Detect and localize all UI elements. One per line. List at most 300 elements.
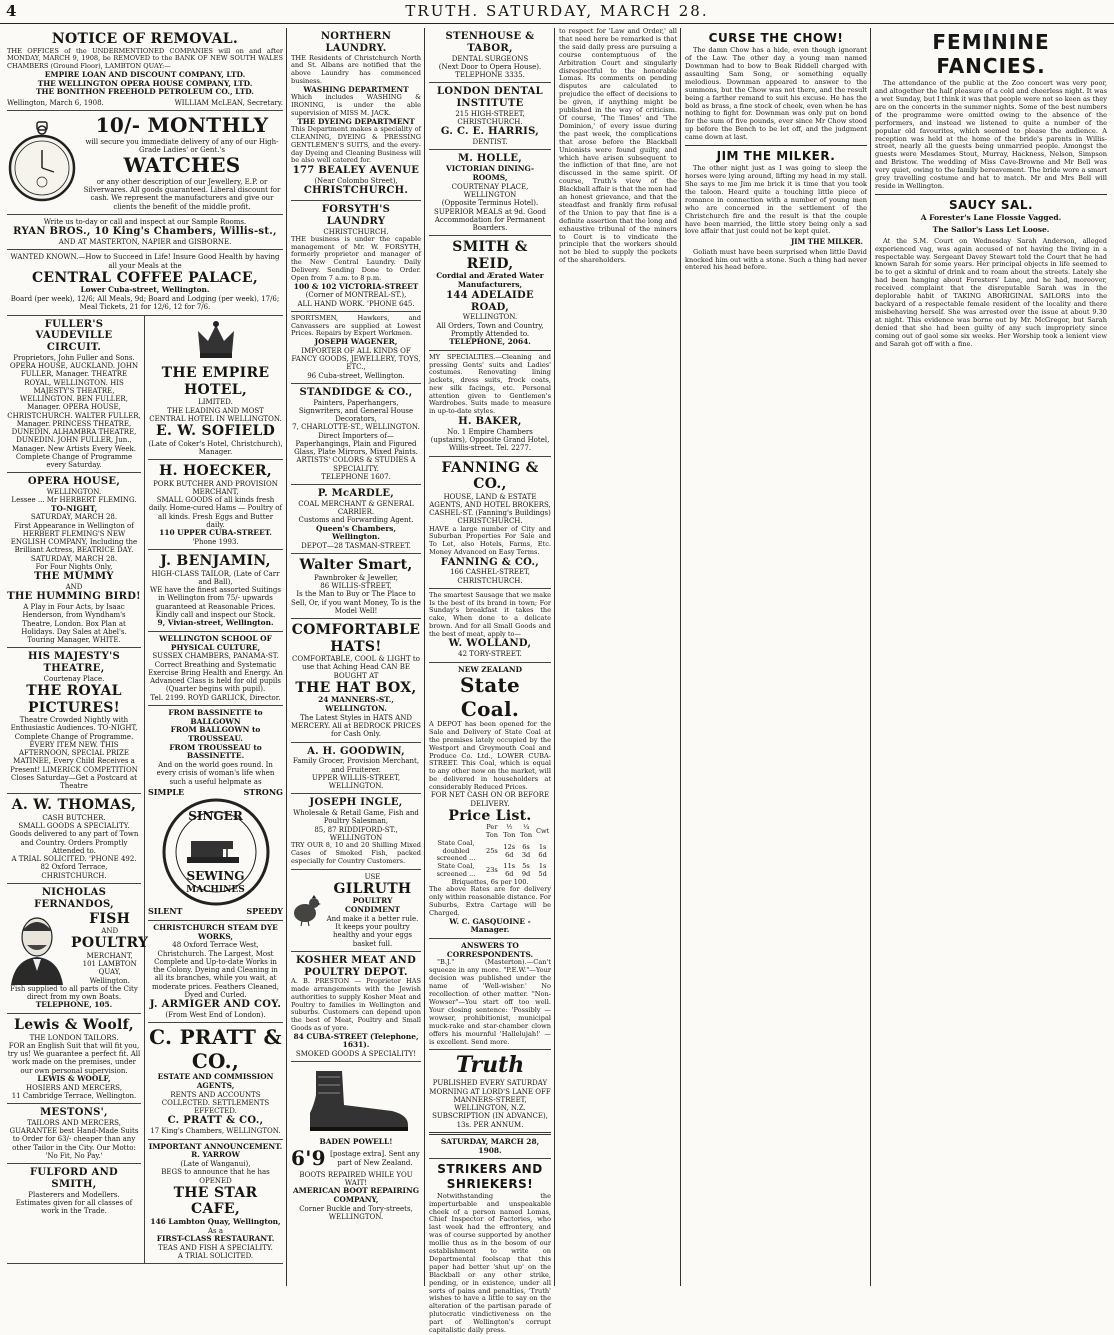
hatbox-heading: COMFORTABLE HATS! — [291, 622, 421, 655]
opera-date2: SATURDAY, MARCH 28. — [30, 554, 118, 563]
ryan-firm: RYAN BROS., 10 King's Chambers, Willis-st., — [13, 226, 277, 238]
stenhouse-phone: TELEPHONE 3335. — [455, 71, 525, 80]
newspaper-title: TRUTH. SATURDAY, MARCH 28. — [405, 2, 709, 20]
star-first: FIRST-CLASS RESTAURANT. — [156, 1233, 275, 1243]
coffee-address: Lower Cuba-street, Wellington. — [80, 285, 210, 295]
nicholas-trade4: MERCHANT, — [86, 951, 133, 960]
nicholas-name: NICHOLAS FERNANDOS, — [34, 886, 114, 910]
boot-ad — [291, 1062, 421, 1224]
lewis-firm: LEWIS & WOOLF, — [37, 1073, 111, 1083]
nicholas-trade2: AND — [101, 927, 119, 936]
correspondents-heading: ANSWERS TO CORRESPONDENTS. — [446, 941, 534, 959]
northern-dept1: WASHING DEPARTMENT — [303, 84, 409, 94]
dyeworks-body: 48 Oxford Terrace West, Christchurch. The Largest, Most Complete and Up-to-date Works in the Colony. Dyeing and Cleaning in all its branches, while you wait, at moderate prices. Feathers Cleaned, Dyed and Curled. — [151, 941, 280, 999]
london-dental-ad — [429, 83, 551, 150]
coffee-palace-ad — [7, 250, 283, 315]
northern-city: CHRISTCHURCH. — [303, 185, 409, 197]
coal-heading1: NEW ZEALAND — [457, 664, 523, 674]
price-cell: State Coal, screened ... — [436, 862, 476, 878]
smith-reid-sub: Cordial and Ærated Water Manufacturers, — [436, 271, 544, 290]
stenhouse-sub2: (Next Door to Opera House). — [438, 62, 542, 71]
singer-top-right: STRONG — [243, 786, 283, 797]
physical-heading: WELLINGTON SCHOOL OF PHYSICAL CULTURE, — [159, 633, 272, 652]
nicholas-city: Wellington. — [89, 976, 130, 985]
goodwin-ad — [291, 743, 421, 795]
opera-tonight: TO-NIGHT, — [50, 503, 98, 513]
column-rule — [680, 28, 681, 1286]
singer-word1: SINGER — [188, 809, 243, 824]
smart-sub: Pawnbroker & Jeweller, — [313, 573, 399, 582]
singer-bottom-left: SILENT — [148, 906, 183, 917]
gilruth-name: GILRUTH — [333, 880, 412, 897]
mcardle-address: Queen's Chambers, Wellington. — [316, 523, 396, 542]
feminine-body: The attendance of the public at the Zoo concert was very poor, and altogether the half pleasure of a cold and cheerless night. It was a wet Sunday, but I think it was that people were not so keen as they are on the concerts in the summer nights. Some of the best numbers of the programme were omitted owing to the absence of the performers, and instead we listened to quite a number of the popular old favourites, which seemed to please the audience. A reception was held at the home of the bride's parents in Willis-street, nearly all the guests being unmarried people. Amongst the guests were Mesdames Stout, Murray, Hackness, Nelson, Simpson and Bristow. The wedding of Miss Cave-Browne and Mr Bell was very quiet, owing to the family bereavement. The bride wore a smart grey travelling costume and hat to match. Mr and Mrs Bell will reside in Wellington. — [875, 79, 1107, 190]
milker-article — [685, 149, 867, 272]
boot-firm: AMERICAN BOOT REPAIRING COMPANY, — [292, 1186, 420, 1204]
mestons-ad — [7, 1104, 141, 1164]
physical-ad — [148, 632, 283, 706]
ingle-body: TRY OUR 8, 10 and 20 Shilling Mixed Cases of Smoked Fish, packed especially for Country Customers. — [291, 841, 421, 865]
fanning-sub: HOUSE, LAND & ESTATE AGENTS, AND HOTEL BROKERS, — [429, 492, 551, 509]
portrait-icon — [7, 911, 67, 985]
forsyth-address: 100 & 102 VICTORIA-STREET — [293, 281, 419, 291]
stenhouse-ad — [429, 28, 551, 83]
fulford-heading: FULFORD AND SMITH, — [30, 1167, 118, 1190]
mestons-body: GUARANTEE best Hand-Made Suits to Order for 63/- cheaper than any other Tailor in the City. Our Motto: 'No Fit, No Pay.' — [9, 1127, 139, 1160]
opera-show2: THE HUMMING BIRD! — [7, 591, 141, 603]
empire-hotel-ad — [148, 316, 283, 461]
star-trial: A TRIAL SOLICITED. — [177, 1251, 254, 1260]
singer-bottom-right: SPEEDY — [246, 906, 283, 917]
benjamin-address: 9, Vivian-street, Wellington. — [157, 618, 274, 628]
pratt-sub: ESTATE AND COMMISSION AGENTS, — [157, 1072, 274, 1090]
nicholas-trade3: POULTRY — [71, 935, 149, 952]
london-dental-name: G. C. E. HARRIS, — [440, 126, 540, 138]
price-cell: State Coal, doubled screened ... — [436, 838, 476, 863]
nicholas-address: 101 LAMBTON QUAY, — [82, 960, 137, 977]
standidge-ad — [291, 384, 421, 485]
coal-note: The above Rates are for delivery only within reasonable distance. For Suburbs, Extra Cartage will be Charged. — [429, 885, 551, 917]
stenhouse-heading: STENHOUSE & TABOR, — [445, 31, 535, 54]
watches-lead: will secure you immediate delivery of any of our High-Grade Ladies' or Gent.'s — [85, 137, 279, 155]
lewis-ad — [7, 1014, 141, 1104]
majestys-show: THE ROYAL PICTURES! — [26, 683, 122, 716]
bassinette-line3: FROM TROUSSEAU to BASSINETTE. — [169, 742, 262, 761]
singer-ad — [148, 706, 283, 921]
fanning-body: HAVE a large number of City and Suburban Properties For Sale and To Let, also Hotels, Farms, Etc. Money Advanced on Easy Terms. — [429, 524, 551, 556]
northern-dept1-body: Which includes WASHING & IRONING, is under the able supervision of MISS M. JACK. — [291, 93, 421, 117]
saucy-article — [875, 198, 1107, 349]
coal-manager: W. C. GASQUOINE - Manager. — [449, 916, 531, 935]
price-cell: 25s — [486, 846, 498, 855]
coffee-heading: CENTRAL COFFEE PALACE, — [31, 269, 259, 286]
fanning-heading: FANNING & CO., — [441, 459, 539, 493]
price-col-head: Per Ton — [485, 823, 498, 840]
wolland-address: 42 TORY-STREET. — [458, 650, 522, 659]
column-2 — [288, 28, 424, 1290]
standidge-phone: TELEPHONE 1607. — [321, 472, 391, 481]
opera-and: AND — [65, 582, 83, 591]
fulford-body: Estimates given for all classes of work in the Trade. — [15, 1198, 133, 1216]
star-name-sub: (Late of Wanganui), — [180, 1160, 251, 1168]
column-4 — [556, 28, 680, 1290]
northern-dept2-body: This Department makes a speciality of CLEANING, DYEING & PRESSING GENTLEMEN'S SUITS, and the every-day Dyeing and Cleaning Business will be also well catered for. — [291, 125, 421, 165]
saucy-sub2: The Sailor's Lass Let Loose. — [932, 224, 1050, 234]
milker-body: The other night just as I was going to sleep the horses were lying around, lifting my head in my stall. She says to me Jim me brick it is time that you took the taloon. Heard quite a touching little piece of romance in connection with a number of young men who are concerned in the settlement of the Christchurch fire and the result is that the couple have been married, the little story being only a sad love affair that just could not be kept quiet. — [685, 164, 867, 236]
ingle-sub: Wholesale & Retail Game, Fish and Poultry Salesman, — [293, 809, 419, 826]
watches-price: 10/- MONTHLY — [95, 113, 269, 138]
wagener-sub: IMPORTER OF ALL KINDS OF FANCY GOODS, JEWELLERY, TOYS, ETC., — [291, 346, 421, 372]
forsyth-address-sub: (Corner of MONTREAL-ST.), — [305, 291, 407, 300]
lewis-address: 11 Cambridge Terrace, Wellington. — [11, 1091, 137, 1100]
majestys-body: Theatre Crowded Nightly with Enthusiastic Audiences. TO-NIGHT, Complete Change of Programme. EVERY ITEM NEW. THIS AFTERNOON, SPECIAL PRIZE MATINEE, Every Child Receives a Present! LIMERICK COMPETITION Closes Saturday—Get a Postcard at Theatre — [10, 716, 138, 791]
smart-heading: Walter Smart, — [299, 557, 413, 574]
ingle-address: 85, 87 RIDDIFORD-ST., WELLINGTON — [314, 825, 398, 842]
majestys-heading: HIS MAJESTY'S THEATRE, — [28, 651, 120, 675]
opera-lessee: Lessee ... Mr HERBERT FLEMING. — [11, 496, 137, 505]
column-rule — [286, 28, 287, 1286]
column-rule — [554, 28, 555, 1286]
hoecker-ad — [148, 460, 283, 550]
wolland-ad — [429, 589, 551, 663]
column-3 — [426, 28, 554, 1335]
table-row — [429, 840, 551, 863]
smith-reid-address: 144 ADELAIDE ROAD, — [446, 289, 534, 313]
removal-body: THE OFFICES of the UNDERMENTIONED COMPANIES will on and after MONDAY, MARCH 9, 1908, be REMOVED to the BANK OF NEW SOUTH WALES CHAMBERS (Ground Floor), LAMBTON QUAY:— — [7, 46, 283, 71]
star-address: 146 Lambton Quay, Wellington, — [150, 1216, 281, 1226]
forsyth-ad — [291, 201, 421, 312]
price-cell: 23s — [486, 866, 498, 875]
page-number: 4 — [6, 2, 17, 20]
watches-heading: WATCHES — [123, 153, 241, 178]
price-cell: 12s 6d — [503, 842, 516, 859]
price-cell: 6s 3d — [521, 842, 531, 859]
milker-tail: Goliath must have been surprised when little David knocked him out with a stone. Such a thing had never entered his head before. — [685, 247, 867, 272]
holle-address: COURTENAY PLACE, WELLINGTON — [451, 182, 529, 199]
opera-agent: Touring Manager, WHITE. — [27, 636, 121, 645]
physical-address: SUSSEX CHAMBERS, PANAMA-ST. — [152, 652, 279, 661]
star-cafe: THE STAR CAFE, — [173, 1184, 258, 1218]
standidge-heading: STANDIDGE & CO., — [299, 386, 413, 398]
hatbox-address: 24 MANNERS-ST., WELLINGTON. — [318, 695, 394, 714]
smith-reid-body: All Orders, Town and Country, Promptly Attended to. — [436, 321, 544, 338]
column-1 — [4, 28, 286, 1290]
truth-notice-body: PUBLISHED EVERY SATURDAY MORNING AT LORD'S LANE OFF MANNERS-STREET, WELLINGTON, N.Z. SUBSCRIPTION (IN ADVANCE), 13s. PER ANNUM. — [429, 1079, 551, 1129]
gilruth-top: USE — [364, 872, 381, 881]
mcardle-body: Customs and Forwarding Agent. — [298, 516, 414, 525]
bassinette-body: And on the world goes round. In every crisis of woman's life when such a useful helpmate as — [156, 761, 275, 786]
kosher-body: A. B. PRESTON — Proprietor HAS made arrangements with the Jewish authorities to supply Kosher Meat and Poultry to families in Wellington and suburbs. Customers can depend upon the best of Meat, Poultry and Small Goods as of yore. — [291, 977, 421, 1032]
star-heading: IMPORTANT ANNOUNCEMENT. — [148, 1141, 283, 1151]
truth-script-title: Truth — [455, 1052, 525, 1079]
holle-heading: M. HOLLE, — [457, 153, 523, 165]
lewis-heading: Lewis & Woolf, — [14, 1017, 134, 1034]
opera-show1: THE MUMMY — [34, 571, 114, 583]
empire-sub: LIMITED. — [198, 398, 233, 407]
watches-body: or any other description of our Jewellery, E.P. or Silverwares. All goods guaranteed. Liberal discount for cash. We represent the manufacturers and give our clients the benefit of the middle profit. — [83, 177, 281, 211]
ryan-sub: AND AT MASTERTON, NAPIER and GISBORNE. — [58, 238, 232, 246]
opera-body: First Appearance in Wellington of HERBERT FLEMING'S NEW ENGLISH COMPANY, Including the Brilliant Actress, BEATRICE DAY. — [10, 521, 138, 555]
thomas-ad — [7, 794, 141, 884]
dyeworks-firm-sub: (From West End of London). — [165, 1010, 266, 1019]
coffee-rates: Board (per week), 12/6; All Meals, 9d; Board and Lodging (per week), 17/6; Meal Tickets, 21 for 12/6, 12 for 7/6. — [10, 295, 280, 312]
correspondents-section — [429, 939, 551, 1050]
holle-sub: VICTORIAN DINING-ROOMS, — [445, 164, 535, 183]
price-cell: 11s 6d — [503, 862, 516, 878]
smith-reid-city: WELLINGTON. — [462, 313, 518, 322]
coal-price-heading: Price List. — [448, 807, 532, 824]
strikers-continued: to respect for 'Law and Order,' all that need here be remarked is that the said daily press are pursuing a course contemptuous of the Arbitration Court and singularly disrespectful to the honorable Lomas. Its comments on pending disputes are calculated to prejudice the effect of decisions to be given, if anything might be published in the way of criticism. Of course, 'The Times' and 'The Dominion,' of every issue during the past week, the complications that arose before the Blackball Unionists were found guilty, and which have arisen subsequent to the infliction of that fine, are not discussed in the same spirit. Of course, Truth's view of the Blackball affair is that the men had an honest grievance, and that the steadfast and frankly firm refusal of the Union to pay that fine is a definite assertion that the long and exhaustive tribunal of the miners to Court is to vindicate the principle that the workers should not be bled to supply the pockets of the shareholders. — [559, 27, 677, 265]
benjamin-heading: J. BENJAMIN, — [160, 553, 271, 570]
smith-reid-heading: SMITH & REID, — [452, 239, 528, 272]
star-name: R. YARROW — [191, 1150, 240, 1160]
forsyth-heading: FORSYTH'S LAUNDRY — [321, 204, 391, 227]
opera-sub: WELLINGTON. — [46, 488, 102, 497]
fanning-ad — [429, 457, 551, 589]
standidge-address: 7, CHARLOTTE-ST., WELLINGTON. — [292, 423, 420, 432]
hoecker-phone: 'Phone 1993. — [192, 537, 239, 546]
opera-date1: SATURDAY, MARCH 28. — [30, 513, 118, 522]
baker-name: H. BAKER, — [458, 415, 522, 427]
pocket-watch-icon — [7, 120, 77, 206]
fulford-ad — [7, 1164, 141, 1218]
removal-heading: NOTICE OF REMOVAL. — [51, 31, 239, 47]
nicholas-trade1: FISH — [89, 910, 131, 927]
benjamin-sub: HIGH-CLASS TAILOR, (Late of Carr and Ball), — [151, 569, 280, 586]
thomas-trial: A TRIAL SOLICITED. 'PHONE 492. — [11, 855, 137, 864]
opera-house-ad — [7, 473, 141, 648]
price-col-head: ½ Ton — [503, 823, 516, 840]
boot-body: [postage extra]. Sent any part of New Zealand. — [330, 1150, 420, 1167]
dyeworks-firm: J. ARMIGER AND COY. — [149, 999, 282, 1011]
removal-notice — [7, 28, 283, 111]
ryan-bros — [7, 215, 283, 250]
ingle-heading: JOSEPH INGLE, — [309, 797, 403, 809]
singer-word2: SEWING — [186, 869, 245, 884]
thomas-heading: A. W. THOMAS, — [11, 797, 137, 814]
nicholas-body: Fish supplied to all parts of the City direct from my own Boats. — [10, 984, 138, 1002]
smith-reid-phone: TELEPHONE, 2064. — [449, 337, 531, 347]
saucy-heading: SAUCY SAL. — [948, 197, 1034, 212]
wolland-name: W. WOLLAND, — [448, 638, 532, 650]
removal-date: Wellington, March 6, 1908. — [7, 99, 104, 108]
majestys-ad — [7, 648, 141, 794]
hoecker-heading: H. HOECKER, — [159, 463, 272, 480]
baker-address: No. 1 Empire Chambers (upstairs), Opposite Grand Hotel, Willis-street. Tel. 2277. — [430, 427, 550, 453]
table-row — [429, 863, 551, 879]
kosher-heading: KOSHER MEAT AND POULTRY DEPOT. — [295, 954, 417, 978]
hatbox-tail: The Latest Styles in HATS AND MERCERY. All at BEDROCK PRICES for Cash Only. — [291, 713, 421, 739]
hatbox-name: THE HAT BOX, — [295, 679, 417, 696]
coffee-lead: WANTED KNOWN.—How to Succeed in Life! Insure Good Health by having all your Meals at the — [10, 253, 280, 270]
company-1: EMPIRE LOAN AND DISCOUNT COMPANY, LTD. — [44, 69, 246, 79]
hoecker-sub: PORK BUTCHER AND PROVISION MERCHANT, — [153, 479, 278, 496]
strikers-body: Notwithstanding the imperturbable and unspeakable cheek of a person named Lomas, Chief Inspector of Factories, who last week had the effrontery, and was of course supported by another mollie thus as in the bosom of our establishment to write on Departmental foolscap that this paper had better 'shut up' on the Blackball or any other strike, pending, or in existence, under all sorts of pains and penalties, 'Truth' wishes to have a little to say on the alteration of the partisan parade of plutocratic vindictiveness on the part of Wellington's corrupt capitalistic daily press. — [429, 1191, 551, 1335]
forsyth-tail: ALL HAND WORK. 'PHONE 645. — [297, 299, 415, 308]
wagener-name: JOSEPH WAGENER, — [314, 337, 398, 347]
fanning-address2: 166 CASHEL-STREET, CHRISTCHURCH. — [450, 568, 530, 585]
mestons-heading: MESTONS', — [40, 1107, 108, 1119]
watches-ad — [7, 111, 283, 215]
price-cell: 1s 6d — [538, 842, 547, 859]
fullers-ad — [7, 316, 141, 474]
column-rule — [870, 28, 871, 1286]
northern-dept2: THE DYEING DEPARTMENT — [297, 116, 415, 126]
lewis-body: FOR an English Suit that will fit you, try us! We guarantee a perfect fit. All work made on the premises, under our own personal supervision. — [7, 1041, 141, 1075]
bassinette-line1: FROM BASSINETTE to BALLGOWN — [168, 707, 263, 726]
chow-heading: CURSE THE CHOW! — [708, 31, 844, 45]
crown-icon — [194, 319, 238, 363]
holle-ad — [429, 150, 551, 236]
saucy-sub: A Forester's Lane Flossie Vagged. — [920, 213, 1062, 223]
milker-signature: JIM THE MILKER. — [791, 237, 863, 247]
thomas-body: SMALL GOODS A SPECIALITY. Goods delivered to any part of Town and Country. Orders Promptly Attended to. — [9, 822, 139, 855]
coal-body: A DEPOT has been opened for the Sale and Delivery of State Coal at the premises lately occupied by the Westport and Greymouth Coal and Produce Co. Ltd., LOWER CUBA-STREET. This Coal, which is equal to any other now on the market, will be delivered in householders at considerably Reduced Prices. — [429, 720, 551, 791]
correspondents-body: "B.J." (Masterton).—Can't squeeze in any more. "P.E.W."—Your decision was published under the name of 'Well-wisher.' No recollection of other matter. "Non-Wowser"—You start off too well. Your closing sentence: 'Possibly — wowser, prohibitionist, municipal muck-rake and star-chamber clown offers his mournful 'Hallelujah!' — is excellent. Send more. — [429, 958, 551, 1046]
watches-footer: Write us to-day or call and inspect at our Sample Rooms. — [43, 217, 247, 226]
thomas-address: 82 Oxford Terrace, CHRISTCHURCH. — [40, 863, 108, 880]
standidge-body: Direct Importers of—Paperhangings, Plain and Figured Glass, Plate Mirrors, Mixed Paints. — [294, 431, 418, 457]
stenhouse-sub: DENTAL SURGEONS — [451, 54, 529, 63]
kosher-tail: SMOKED GOODS A SPECIALITY! — [295, 1050, 417, 1059]
gilruth-product: POULTRY CONDIMENT — [344, 896, 400, 915]
majestys-sub: Courtenay Place. — [43, 674, 105, 683]
price-cell: 5s 9d — [521, 862, 531, 878]
fulford-sub: Plasterers and Modellers. — [28, 1190, 120, 1199]
truth-notice — [429, 1050, 551, 1159]
forsyth-body: THE business is under the capable management of Mr. W. FORSYTH, formerly proprietor and manager of the New Central Laundry. Daily Delivery. Sending Done to Order. Open from 7 a.m. to 8 p.m. — [291, 234, 421, 282]
strikers-heading: STRIKERS AND SHRIEKERS! — [437, 1162, 543, 1191]
mestons-sub: TAILORS AND MERCERS, — [27, 1118, 121, 1127]
pratt-body: RENTS AND ACCOUNTS COLLECTED. SETTLEMENTS EFFECTED. — [161, 1090, 270, 1116]
northern-address-sub: (Near Colombo Street), — [314, 177, 398, 186]
wagener-address: 96 Cuba-street, Wellington. — [307, 371, 405, 380]
hoecker-body: SMALL GOODS of all kinds fresh daily. Home-cured Hams — Poultry of all kinds. Fresh Eggs and Butter daily. — [148, 496, 283, 529]
lewis-firm-sub: HOSIERS AND MERCERS, — [26, 1083, 122, 1092]
fanning-address: CASHEL-ST. (Fanning's Buildings) CHRISTCHURCH. — [429, 509, 551, 526]
empire-manager: E. W. SOFIELD — [155, 423, 276, 440]
gilruth-tagline: And make it a better rule. It keeps your poultry healthy and your eggs basket full. — [326, 914, 419, 948]
mcardle-depot: DEPOT—28 TASMAN-STREET. — [301, 542, 411, 551]
star-tail: TEAS AND FISH A SPECIALITY. — [158, 1243, 273, 1252]
coal-price-table — [429, 824, 551, 886]
price-cell: Briquettes, 6s per 100. — [451, 877, 529, 886]
lewis-sub: THE LONDON TAILORS. — [29, 1033, 119, 1042]
boot-address: Corner Buckle and Tory-streets, WELLINGTON. — [299, 1204, 413, 1221]
standidge-sub: Painters, Paperhangers, Signwriters, and General House Decorators, — [298, 398, 414, 424]
coal-tail: FOR NET CASH ON OR BEFORE DELIVERY. — [430, 791, 550, 808]
price-col-head: Cwt — [535, 827, 550, 836]
northern-heading: NORTHERN LAUNDRY. — [320, 31, 392, 54]
wagener-body: SPORTSMEN, Hawkers, and Canvassers are supplied at Lowest Prices. Repairs by Expert Workmen. — [291, 313, 421, 338]
mcardle-ad — [291, 485, 421, 554]
state-coal-ad — [429, 663, 551, 939]
singer-emblem — [161, 797, 271, 907]
singer-word3: MACHINES — [186, 885, 245, 896]
benjamin-body: WE have the finest assorted Suitings in Wellington from 75/- upwards guaranteed at Reasonable Prices. Kindly call and inspect our Stock. — [150, 586, 281, 619]
pratt-firm: C. PRATT & CO., — [167, 1115, 264, 1127]
baker-ad — [429, 351, 551, 457]
gilruth-ad — [291, 870, 421, 952]
thomas-sub: CASH BUTCHER. — [42, 813, 106, 822]
london-dental-title: DENTIST. — [472, 138, 508, 147]
pratt-heading: C. PRATT & CO., — [149, 1025, 282, 1073]
physical-contact: Tel. 2199. ROYD GARLICK, Director. — [150, 693, 281, 702]
boot-icon — [296, 1065, 416, 1135]
ingle-ad — [291, 794, 421, 869]
goodwin-heading: A. H. GOODWIN, — [307, 745, 405, 757]
removal-signature: WILLIAM McLEAN, Secretary. — [174, 99, 283, 108]
chow-article — [685, 31, 867, 142]
star-cafe-ad — [148, 1140, 283, 1263]
fullers-body: Proprietors, John Fuller and Sons. OPERA HOUSE, AUCKLAND. JOHN FULLER, Manager. THEATRE ROYAL, WELLINGTON. HIS MAJESTY'S THEATRE, WELLINGTON. BEN FULLER, Manager. OPERA HOUSE, CHRISTCHURCH. WALTER FULLER, Manager. PRINCESS THEATRE, DUNEDIN. ALHAMBRA THEATRE, DUNEDIN. JOHN FULLER, Jun., Manager. New Artists Every Week. Complete Change of Programme every Saturday. — [7, 353, 141, 470]
hat-box-ad — [291, 619, 421, 743]
company-3: THE BONITHON FREEHOLD PETROLEUM CO., LTD. — [36, 87, 254, 97]
price-cell: 1s 5d — [538, 862, 547, 878]
truth-notice-date: SATURDAY, MARCH 28, 1908. — [440, 1136, 540, 1155]
benjamin-ad — [148, 550, 283, 632]
pratt-address: 17 King's Chambers, WELLINGTON. — [150, 1127, 281, 1136]
standidge-tail: ARTISTS' COLORS & STUDIES A SPECIALITY. — [296, 456, 416, 473]
mcardle-heading: P. McARDLE, — [317, 488, 395, 500]
specialties-body: MY SPECIALTIES.—Cleaning and pressing Gents' suits and Ladies' costumes. Renovating lining jackets, dress suits, frock coats, new silk facings, etc. Personal attention given to Gentlemen's Wardrobes. Suits made to measure in up-to-date styles. — [429, 352, 551, 416]
empire-body: THE LEADING AND MOST CENTRAL HOTEL IN WELLINGTON. — [149, 406, 282, 423]
opera-nights: For Four Nights Only, — [35, 562, 113, 571]
column-6 — [872, 28, 1110, 1290]
feminine-heading: FEMININE FANCIES. — [932, 30, 1050, 78]
kosher-ad — [291, 952, 421, 1063]
table-row — [429, 824, 551, 840]
goodwin-body: Family Grocer, Provision Merchant, and Fruiterer. — [292, 757, 420, 774]
strikers-article — [429, 1162, 551, 1335]
column-rule — [424, 28, 425, 1286]
holle-body: (Opposite Terminus Hotel). SUPERIOR MEALS at 9d. Good Accommodation for Permanent Boarders. — [434, 199, 546, 232]
boot-tail: BOOTS REPAIRED WHILE YOU WAIT! — [299, 1170, 413, 1187]
empire-heading: THE EMPIRE HOTEL, — [161, 365, 270, 398]
star-as-a: As a — [207, 1226, 224, 1235]
coal-heading2: State Coal. — [459, 673, 521, 721]
northern-laundry-ad — [291, 28, 421, 201]
masthead — [0, 0, 1114, 24]
wolland-body: The smartest Sausage that we make Is the best of its brand in town; For Sunday's breakfast it takes the cake, When done to a delicate brown. And for all Small Goods and the best of meat, apply to— — [429, 590, 551, 638]
dyeworks-heading: CHRISTCHURCH STEAM DYE WORKS, — [153, 922, 278, 941]
dyeworks-ad — [148, 921, 283, 1023]
company-2: THE WELLINGTON OPERA HOUSE COMPANY, LTD. — [37, 78, 253, 88]
feminine-article — [875, 31, 1107, 191]
kosher-address: 84 CUBA-STREET (Telephone, 1631). — [293, 1031, 419, 1050]
goodwin-address: UPPER WILLIS-STREET, WELLINGTON. — [311, 773, 401, 791]
fanning-firm: FANNING & CO., — [440, 556, 540, 568]
hen-icon — [291, 893, 321, 927]
column-5 — [682, 28, 870, 1290]
fullers-heading: FULLER'S VAUDEVILLE CIRCUIT. — [35, 318, 113, 354]
hoecker-address: 110 UPPER CUBA-STREET. — [159, 528, 272, 538]
empire-manager-sub: (Late of Coker's Hotel, Christchurch), Manager. — [148, 439, 283, 456]
physical-body: Correct Breathing and Systematic Exercise Bring Health and Energy. An Advanced Class is held for old pupils (Quarter begins with pupil). — [148, 660, 283, 694]
boot-price: 6'9 — [291, 1145, 326, 1170]
northern-body: THE Residents of Christchurch North and St. Albans are notified that the above Laundry has commenced business. — [291, 53, 421, 85]
boot-caption: BADEN POWELL! — [319, 1137, 393, 1147]
mcardle-sub: COAL MERCHANT & GENERAL CARRIER. — [298, 499, 414, 517]
saucy-body: At the S.M. Court on Wednesday Sarah Anderson, alleged experienced vag, was again accused of not having the living in a respectable way. Sergeant Davey Stewart told the Court that he had known Sarah for some years. Her principal objects in life seemed to be to get a skinful of drink and to roam about the streets. Lately she had been hanging about Foresters' Lane, and he had, moreover, received complaint that the disreputable Sarah was in the deplorable habit of TAKING ABORIGINAL SAILORS into the backyard of a respectable female resident of the locality and there misbehaving herself. She was arrested over the issue at about 9.30 at night. This evidence was borne out by Mr. McGregor, but Sarah denied that she had been guilty of any such impropriety since coming out of gaol some six weeks. Her Worship took a lenient view and Sarah got off with a fine. — [875, 236, 1107, 348]
star-body: BEGS to announce that he has OPENED — [161, 1168, 270, 1185]
price-col-head: ¼ Ton — [519, 823, 533, 840]
opera-heading: OPERA HOUSE, — [27, 476, 121, 488]
nicholas-phone: TELEPHONE, 105. — [35, 1000, 113, 1010]
opera-tail: A Play in Four Acts, by Isaac Henderson, from Wyndham's Theatre, London. Box Plan at Holidays. Day Sales at Abel's. — [21, 603, 127, 636]
smith-reid-ad — [429, 236, 551, 351]
nicholas-ad — [7, 884, 149, 1014]
